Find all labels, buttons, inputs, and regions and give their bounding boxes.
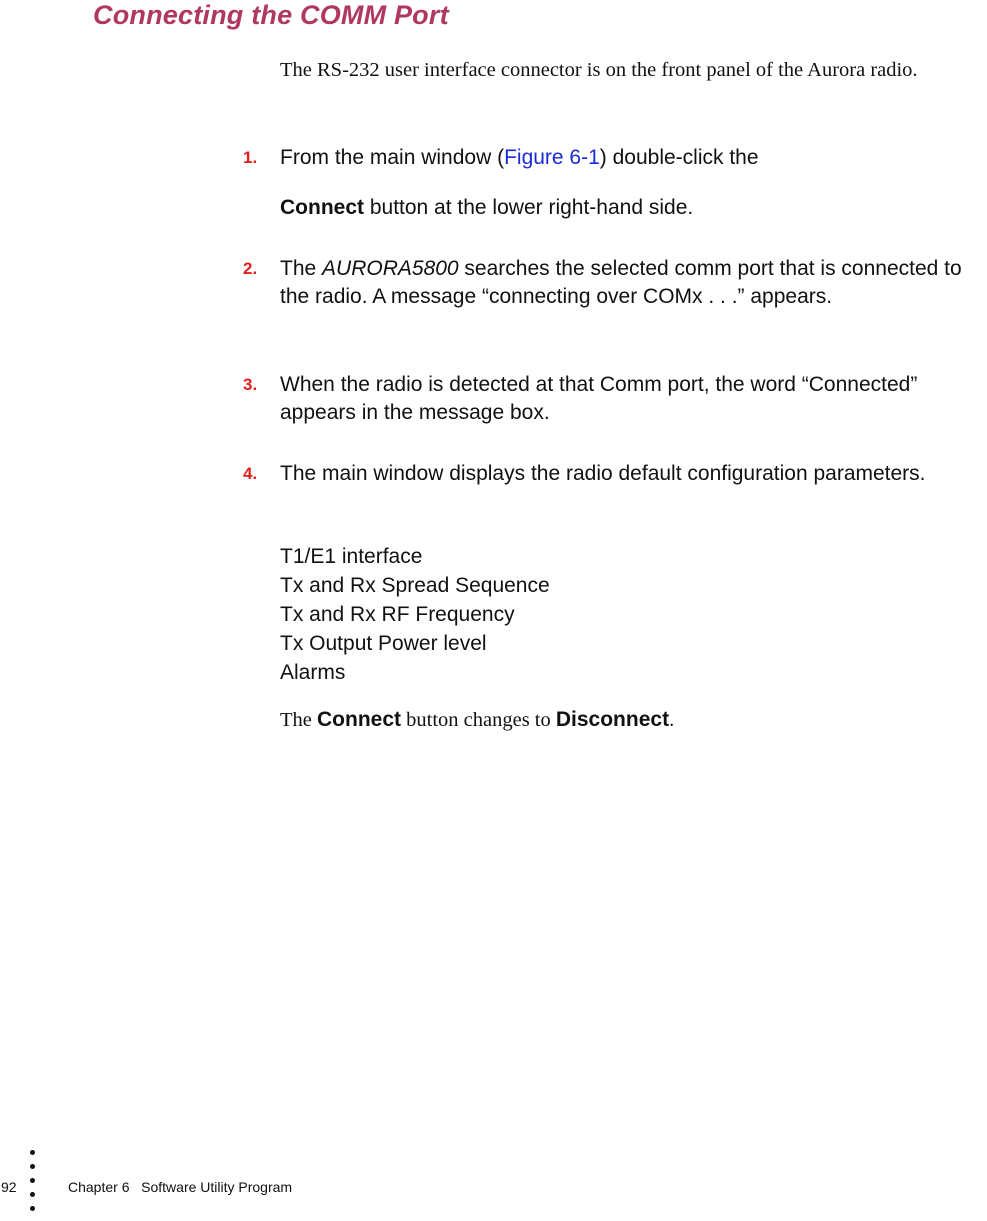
step-1-continuation bbox=[280, 194, 985, 222]
connect-term: Connect bbox=[317, 708, 401, 731]
step-number: 2. bbox=[243, 259, 258, 278]
parameter-list bbox=[280, 542, 550, 687]
step-number: 1. bbox=[243, 148, 258, 167]
list-item: Tx Output Power level bbox=[280, 632, 487, 655]
page-number: 92 bbox=[1, 1179, 17, 1195]
disconnect-term: Disconnect bbox=[555, 708, 670, 731]
intro-paragraph: The RS-232 user interface connector is on the front panel of the Aurora radio. bbox=[280, 59, 918, 81]
closing-mid: button changes to bbox=[401, 709, 556, 731]
step-text: The main window displays the radio default configuration parameters. bbox=[280, 462, 926, 485]
step-1-continuation-text: button at the lower right-hand side. bbox=[364, 196, 694, 219]
product-name: AURORA5800 bbox=[322, 257, 459, 280]
figure-link[interactable]: Figure 6-1 bbox=[504, 146, 600, 169]
list-item: Tx and Rx Spread Sequence bbox=[280, 574, 550, 597]
closing-sentence bbox=[280, 706, 674, 734]
step-number: 3. bbox=[243, 375, 258, 394]
step-text-post: searches the selected comm port that is connected to the radio. A message “connecting over COMx . . .” appears. bbox=[280, 257, 962, 308]
section-title: Connecting the COMM Port bbox=[93, 0, 449, 30]
step-text-pre: The bbox=[280, 257, 323, 280]
step-text bbox=[280, 255, 985, 311]
closing-pre: The bbox=[280, 709, 317, 731]
step-number: 4. bbox=[243, 464, 258, 483]
list-item: Tx and Rx RF Frequency bbox=[280, 603, 515, 626]
list-item: Alarms bbox=[280, 661, 346, 684]
step-text-pre: From the main window ( bbox=[280, 146, 505, 169]
step-text-post: ) double-click the bbox=[599, 146, 759, 169]
list-item: T1/E1 interface bbox=[280, 545, 423, 568]
step-text bbox=[280, 144, 985, 172]
step-text: When the radio is detected at that Comm port, the word “Connected” appears in the message box. bbox=[280, 373, 918, 424]
connect-term: Connect bbox=[280, 196, 364, 219]
closing-post: . bbox=[669, 709, 675, 731]
page-footer bbox=[0, 1178, 987, 1198]
chapter-title: Chapter 6 Software Utility Program bbox=[68, 1179, 293, 1195]
